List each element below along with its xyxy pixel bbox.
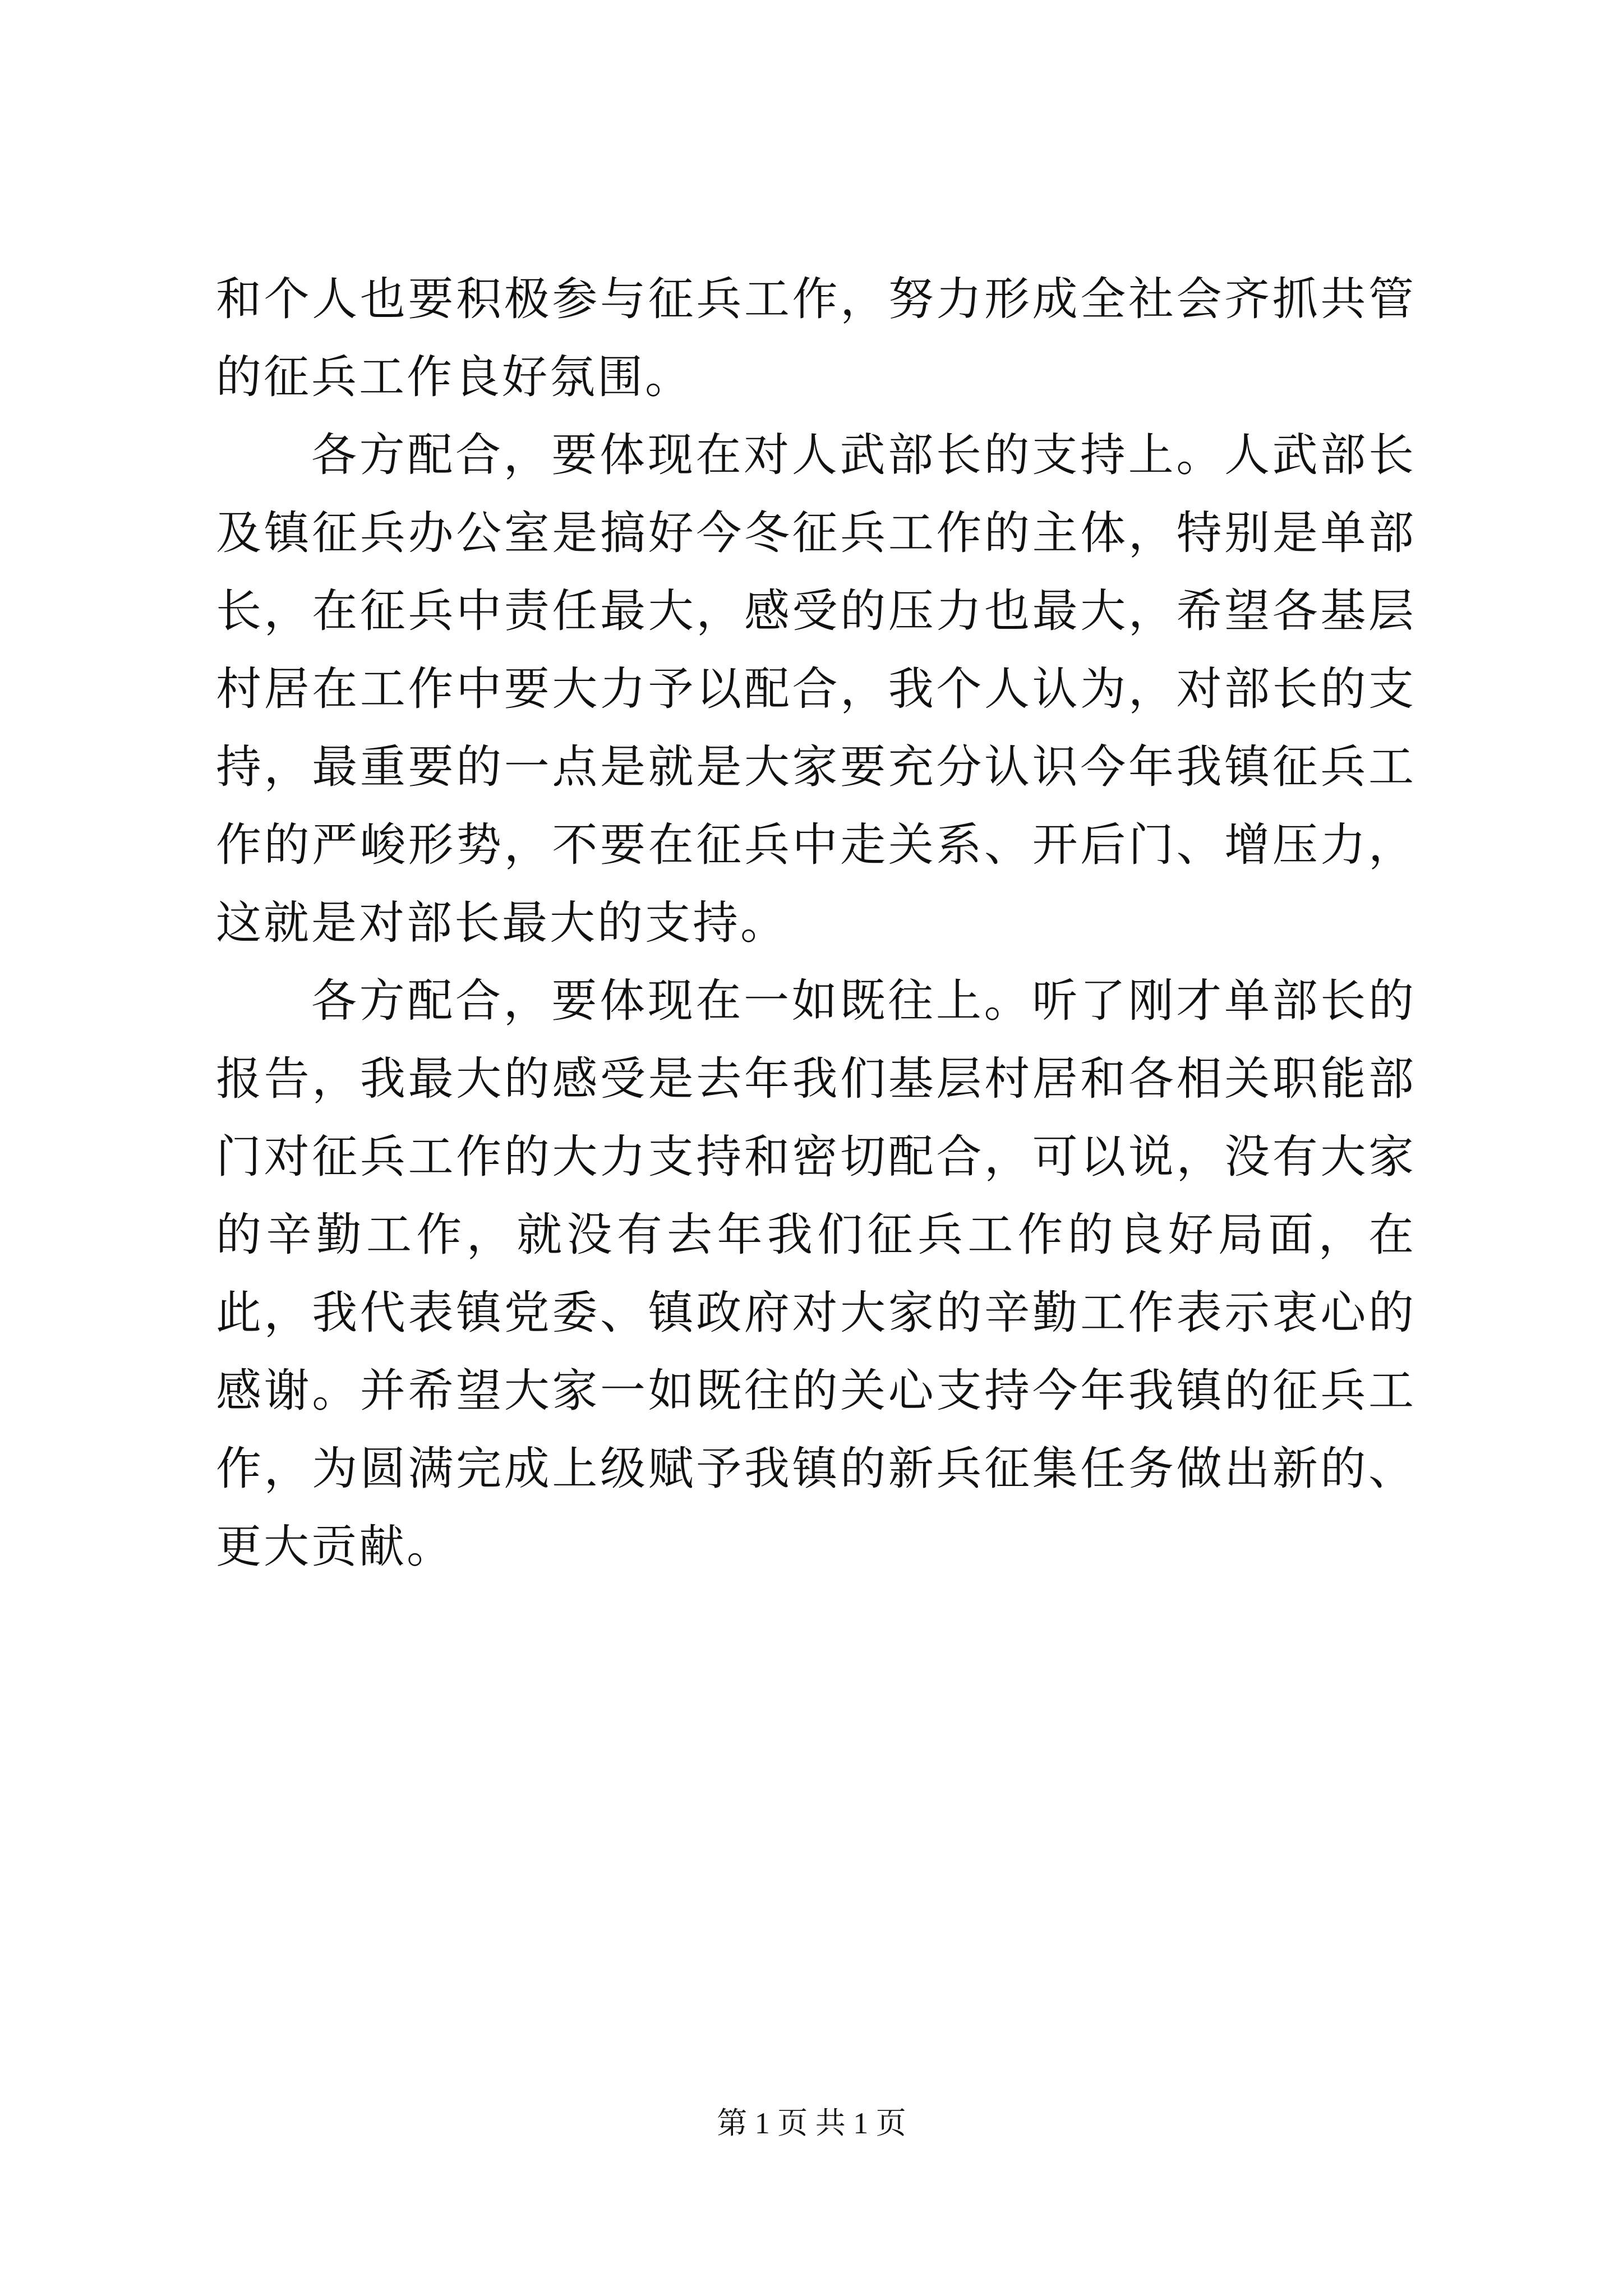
document-body (216, 261, 1416, 1586)
paragraph-2: 各方配合，要体现在对人武部长的支持上。人武部长及镇征兵办公室是搞好今冬征兵工作的主体，特别是单部长，在征兵中责任最大，感受的压力也最大，希望各基层村居在工作中要大力予以配合，我个人认为，对部长的支持，最重要的一点是就是大家要充分认识今年我镇征兵工作的严峻形势，不要在征兵中走关系、开后门、增压力，这就是对部长最大的支持。 (216, 429, 1416, 950)
paragraph-1: 和个人也要积极参与征兵工作，努力形成全社会齐抓共管的征兵工作良好氛围。 (216, 273, 1416, 404)
paragraph-3: 各方配合，要体现在一如既往上。听了刚才单部长的报告，我最大的感受是去年我们基层村居和各相关职能部门对征兵工作的大力支持和密切配合，可以说，没有大家的辛勤工作，就没有去年我们征兵工作的良好局面，在此，我代表镇党委、镇政府对大家的辛勤工作表示衷心的感谢。并希望大家一如既往的关心支持今年我镇的征兵工作，为圆满完成上级赋予我镇的新兵征集任务做出新的、更大贡献。 (216, 975, 1416, 1573)
page-footer: 第 1 页 共 1 页 (717, 2106, 906, 2140)
